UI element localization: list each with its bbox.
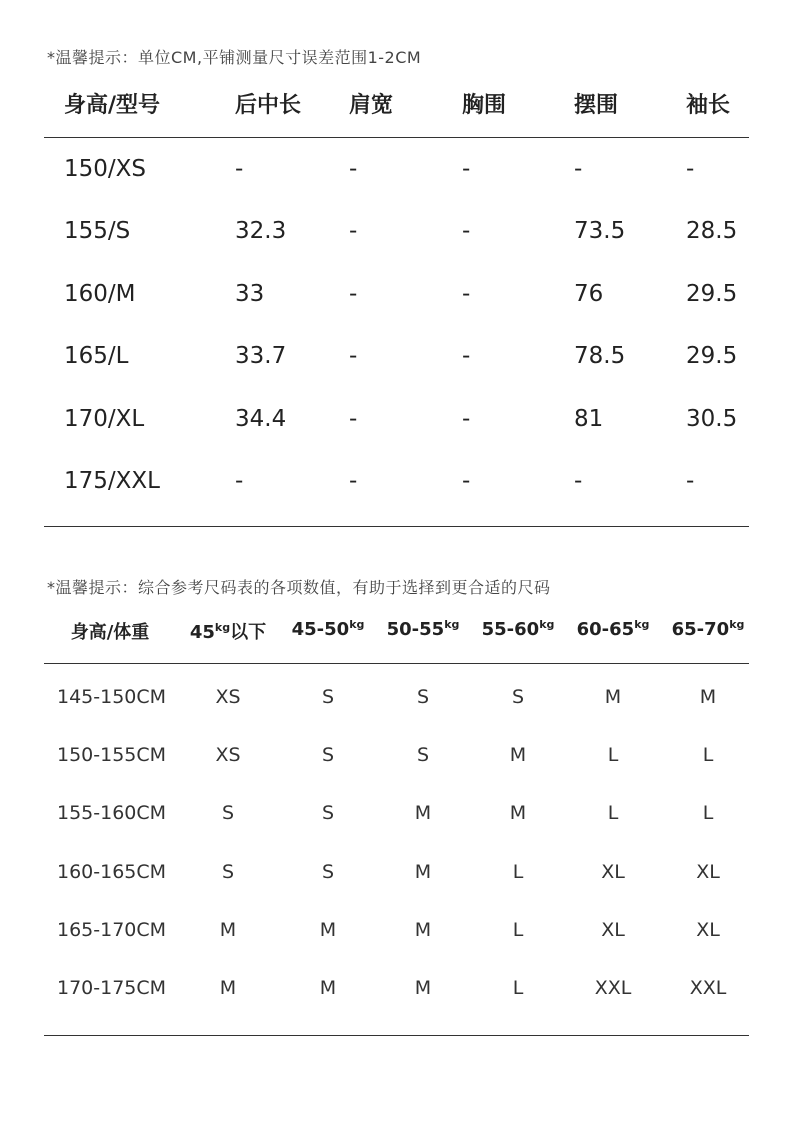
reference-table-row-label: 165-170CM — [57, 919, 167, 941]
reference-table-cell: S — [511, 686, 525, 708]
size-table-cell: 30.5 — [686, 406, 738, 432]
reference-table-header-cell — [387, 618, 460, 640]
header-main-text: 65-70 — [671, 619, 730, 640]
size-table-cell: - — [462, 218, 471, 244]
reference-table-cell: L — [512, 919, 524, 941]
size-table-row-label: 150/XS — [64, 156, 147, 182]
size-table-cell: - — [686, 156, 695, 182]
reference-table-header-cell — [577, 618, 650, 640]
reference-table-header-cell — [482, 618, 555, 640]
reference-table-cell: L — [607, 744, 619, 766]
header-unit-sup: kg — [729, 618, 745, 631]
reference-table-cell: L — [512, 977, 524, 999]
reference-table-cell: S — [321, 802, 335, 824]
header-unit-sup: kg — [539, 618, 555, 631]
size-table-header-cell: 后中长 — [235, 93, 302, 118]
reference-table-row-label: 150-155CM — [57, 744, 167, 766]
size-table-cell: - — [462, 156, 471, 182]
header-unit-sup: kg — [214, 621, 231, 634]
reference-table-header-cell — [672, 618, 745, 640]
reference-table-cell: XXL — [689, 977, 727, 999]
size-table-bottom-rule — [44, 526, 749, 527]
reference-table-row-label: 170-175CM — [57, 977, 167, 999]
size-table-cell: 76 — [574, 281, 604, 307]
reference-table-cell: XL — [601, 861, 625, 883]
reference-table-cell: XXL — [594, 977, 632, 999]
reference-table-cell: M — [509, 744, 527, 766]
reference-table-cell: M — [219, 977, 237, 999]
size-table-cell: 28.5 — [686, 218, 738, 244]
header-main-text: 50-55 — [386, 619, 445, 640]
reference-table-cell: L — [607, 802, 619, 824]
size-table-header-cell: 肩宽 — [349, 93, 394, 118]
reference-table-cell: M — [414, 861, 432, 883]
header-unit-sup: kg — [444, 618, 460, 631]
reference-table-cell: M — [414, 802, 432, 824]
reference-table-cell: S — [416, 744, 430, 766]
size-table-cell: 29.5 — [686, 281, 738, 307]
reference-table-cell: XS — [215, 744, 241, 766]
size-table-cell: - — [349, 343, 358, 369]
reference-table-row-label: 160-165CM — [57, 861, 167, 883]
size-table-cell: 32.3 — [235, 218, 287, 244]
reference-table-cell: M — [319, 919, 337, 941]
size-table-row-label: 175/XXL — [64, 468, 160, 494]
size-table-row-label: 155/S — [64, 218, 131, 244]
reference-table-cell: S — [321, 744, 335, 766]
size-table-row-label: 160/M — [64, 281, 136, 307]
size-table-cell: - — [349, 218, 358, 244]
reference-table-header-cell — [190, 618, 266, 644]
reference-table-cell: S — [221, 802, 235, 824]
reference-table-cell: S — [321, 861, 335, 883]
header-main-text: 45-50 — [291, 619, 350, 640]
reference-table-cell: M — [219, 919, 237, 941]
header-main-text: 55-60 — [481, 619, 540, 640]
size-table-cell: - — [235, 468, 244, 494]
size-table-row-label: 165/L — [64, 343, 129, 369]
size-table-cell: - — [574, 156, 583, 182]
size-table-header-rule — [44, 137, 749, 138]
reference-table-cell: L — [512, 861, 524, 883]
reference-table-cell: S — [321, 686, 335, 708]
reference-table-bottom-rule — [44, 1035, 749, 1036]
size-table-cell: - — [462, 468, 471, 494]
size-table-cell: - — [462, 343, 471, 369]
reference-table-cell: M — [699, 686, 717, 708]
size-table-cell: - — [349, 281, 358, 307]
reference-table-cell: S — [416, 686, 430, 708]
header-unit-sup: kg — [349, 618, 365, 631]
reference-table-cell: M — [509, 802, 527, 824]
size-table-row-label: 170/XL — [64, 406, 145, 432]
size-table-cell: 81 — [574, 406, 604, 432]
reference-table-cell: S — [221, 861, 235, 883]
size-table-cell: - — [462, 406, 471, 432]
reference-table-header-cell — [292, 618, 365, 640]
size-table-cell: - — [349, 156, 358, 182]
size-table-cell: 29.5 — [686, 343, 738, 369]
reference-table-cell: M — [414, 977, 432, 999]
reference-table-row-label: 145-150CM — [57, 686, 167, 708]
size-table-cell: - — [686, 468, 695, 494]
size-table-cell: 33.7 — [235, 343, 287, 369]
reference-table-cell: XS — [215, 686, 241, 708]
size-table-cell: - — [349, 468, 358, 494]
reference-table-cell: L — [702, 744, 714, 766]
reference-table-row-label: 155-160CM — [57, 802, 167, 824]
header-main-text: 60-65 — [576, 619, 635, 640]
reference-table-cell: L — [702, 802, 714, 824]
size-table-cell: 78.5 — [574, 343, 626, 369]
size-table-header-cell: 身高/型号 — [64, 93, 161, 118]
reference-table-cell: M — [319, 977, 337, 999]
reference-table-cell: M — [414, 919, 432, 941]
reference-table-cell: XL — [601, 919, 625, 941]
header-main-text: 身高/体重 — [70, 622, 150, 643]
size-table-cell: - — [235, 156, 244, 182]
reference-table-cell: XL — [696, 919, 720, 941]
header-main-text: 45 — [189, 622, 215, 643]
reference-table-header-rule — [44, 663, 749, 664]
header-suffix-text: 以下 — [230, 622, 267, 643]
reference-table-header-cell — [71, 618, 150, 644]
size-table-cell: - — [574, 468, 583, 494]
reference-table-cell: XL — [696, 861, 720, 883]
size-table-cell: - — [462, 281, 471, 307]
size-table-header-cell: 袖长 — [686, 93, 731, 118]
size-table-cell: - — [349, 406, 358, 432]
header-unit-sup: kg — [634, 618, 650, 631]
reference-table-note: *温馨提示：综合参考尺码表的各项数值，有助于选择到更合适的尺码 — [47, 578, 551, 597]
size-table-header-cell: 摆围 — [574, 93, 619, 118]
size-table-note: *温馨提示：单位CM,平铺测量尺寸误差范围1-2CM — [47, 48, 422, 67]
size-table-cell: 34.4 — [235, 406, 287, 432]
size-table-cell: 73.5 — [574, 218, 626, 244]
size-table-header-cell: 胸围 — [462, 93, 507, 118]
reference-table-cell: M — [604, 686, 622, 708]
size-table-cell: 33 — [235, 281, 265, 307]
